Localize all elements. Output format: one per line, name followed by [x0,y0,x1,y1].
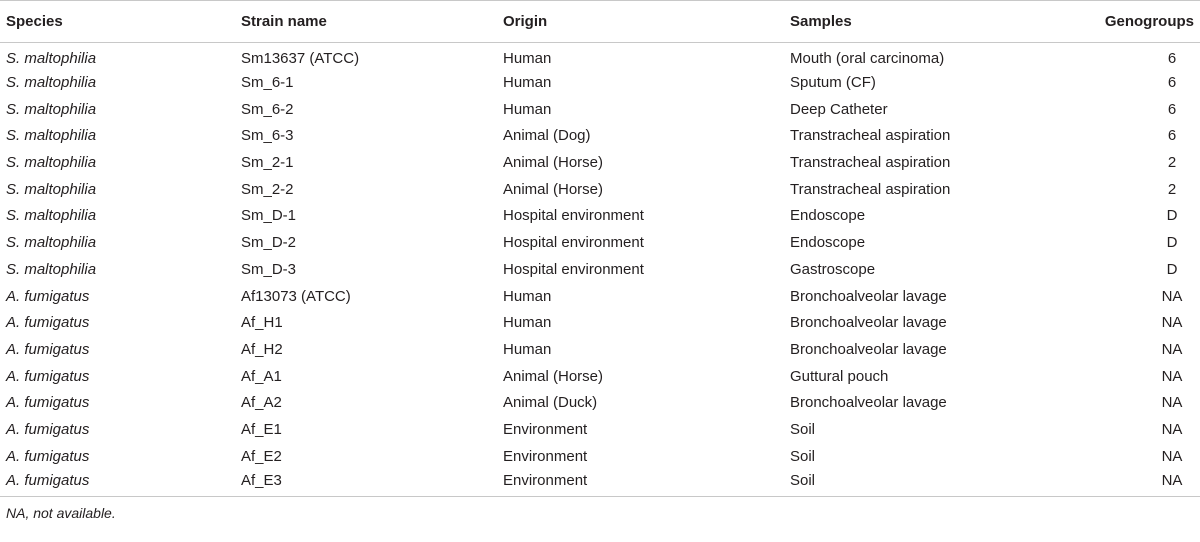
table-row [0,416,1200,443]
cell-species: A. fumigatus [0,470,235,497]
cell-samples: Bronchoalveolar lavage [790,340,947,358]
cell-species: A. fumigatus [6,314,90,332]
cell-species: A. fumigatus [6,394,90,412]
header-strain-name: Strain name [235,1,497,43]
cell-origin: Animal (Horse) [503,367,604,385]
cell-genogroup: 6 [1167,100,1177,118]
table-header [0,1,1200,43]
cell-strain-name: Sm_D-3 [241,260,297,278]
cell-origin: Hospital environment [503,207,644,225]
cell-strain-name: Sm13637 (ATCC) [241,49,360,67]
cell-strain-name: Sm_D-1 [241,207,297,225]
cell-species: A. fumigatus [6,287,90,305]
cell-genogroup: NA [1161,314,1183,332]
table-row [0,123,1200,150]
cell-genogroup: NA [1161,420,1183,438]
cell-strain-name: Af_E1 [241,420,282,438]
cell-origin: Environment [497,470,784,497]
cell-samples: Soil [790,447,816,465]
cell-species: S. maltophilia [6,127,97,145]
cell-genogroup: 6 [1167,74,1177,92]
table-row [0,229,1200,256]
cell-origin: Human [503,74,552,92]
cell-samples: Endoscope [790,207,866,225]
table-body [0,43,1200,497]
cell-strain-name: Sm_6-1 [241,74,294,92]
table-row [0,149,1200,176]
cell-samples: Soil [790,420,816,438]
cell-strain-name: Af_E3 [235,470,497,497]
cell-genogroup: NA [1161,367,1183,385]
cell-samples: Transtracheal aspiration [790,154,951,172]
cell-samples: Transtracheal aspiration [790,180,951,198]
cell-strain-name: Af_H2 [241,340,283,358]
cell-samples: Bronchoalveolar lavage [790,394,947,412]
cell-origin: Human [503,49,552,67]
cell-genogroup: 6 [1167,49,1177,67]
cell-strain-name: Sm_2-1 [241,154,294,172]
cell-samples: Endoscope [790,234,866,252]
cell-strain-name: Sm_6-3 [241,127,294,145]
cell-origin: Human [503,314,552,332]
cell-origin: Human [503,287,552,305]
cell-origin: Environment [503,420,588,438]
table-row [0,43,1200,70]
cell-species: A. fumigatus [6,447,90,465]
cell-genogroup: NA [1161,394,1183,412]
cell-origin: Human [503,340,552,358]
cell-species: S. maltophilia [6,207,97,225]
cell-species: S. maltophilia [6,74,97,92]
cell-origin: Human [503,100,552,118]
cell-strain-name: Sm_2-2 [241,180,294,198]
cell-species: A. fumigatus [6,420,90,438]
table-row [0,336,1200,363]
cell-origin: Environment [503,447,588,465]
header-row [0,1,1200,43]
cell-origin: Animal (Horse) [503,154,604,172]
cell-species: S. maltophilia [6,49,97,67]
cell-species: A. fumigatus [6,340,90,358]
header-samples: Samples [784,1,1084,43]
cell-species: S. maltophilia [6,180,97,198]
header-species: Species [0,1,235,43]
cell-origin: Animal (Dog) [503,127,591,145]
cell-genogroup: 2 [1167,154,1177,172]
table-row [0,363,1200,390]
cell-strain-name: Af_H1 [241,314,283,332]
cell-genogroup: D [1166,207,1178,225]
table-row [0,203,1200,230]
table-row [0,69,1200,96]
cell-origin: Hospital environment [503,260,644,278]
cell-samples: Bronchoalveolar lavage [790,314,947,332]
cell-genogroup: NA [1084,470,1200,497]
cell-origin: Hospital environment [503,234,644,252]
cell-samples: Sputum (CF) [790,74,876,92]
cell-genogroup: NA [1161,287,1183,305]
cell-species: S. maltophilia [6,260,97,278]
cell-genogroup: D [1166,234,1178,252]
cell-samples: Transtracheal aspiration [790,127,951,145]
cell-species: S. maltophilia [6,100,97,118]
cell-strain-name: Sm_D-2 [241,234,297,252]
cell-samples: Bronchoalveolar lavage [790,287,947,305]
cell-strain-name: Sm_6-2 [241,100,294,118]
cell-strain-name: Af_A2 [241,394,282,412]
table-row [0,443,1200,470]
cell-strain-name: Af_A1 [241,367,282,385]
table-row [0,389,1200,416]
cell-strain-name: Af13073 (ATCC) [241,287,351,305]
table-row [0,309,1200,336]
cell-origin: Animal (Horse) [503,180,604,198]
cell-origin: Animal (Duck) [503,394,598,412]
cell-strain-name: Af_E2 [241,447,282,465]
table-row [0,176,1200,203]
cell-species: S. maltophilia [6,154,97,172]
cell-species: S. maltophilia [6,234,97,252]
cell-samples: Guttural pouch [790,367,889,385]
table-row [0,96,1200,123]
cell-genogroup: D [1166,260,1178,278]
cell-samples: Deep Catheter [790,100,888,118]
cell-samples: Gastroscope [790,260,876,278]
table-row [0,470,1200,497]
cell-species: A. fumigatus [6,367,90,385]
cell-genogroup: NA [1161,447,1183,465]
cell-samples: Soil [784,470,1084,497]
table-row [0,256,1200,283]
header-origin: Origin [497,1,784,43]
cell-genogroup: 2 [1167,180,1177,198]
table-row [0,283,1200,310]
cell-samples: Mouth (oral carcinoma) [790,49,945,67]
cell-genogroup: 6 [1167,127,1177,145]
table-footnote: NA, not available. [6,504,116,521]
header-genogroups: Genogroups [1084,1,1200,43]
cell-genogroup: NA [1161,340,1183,358]
